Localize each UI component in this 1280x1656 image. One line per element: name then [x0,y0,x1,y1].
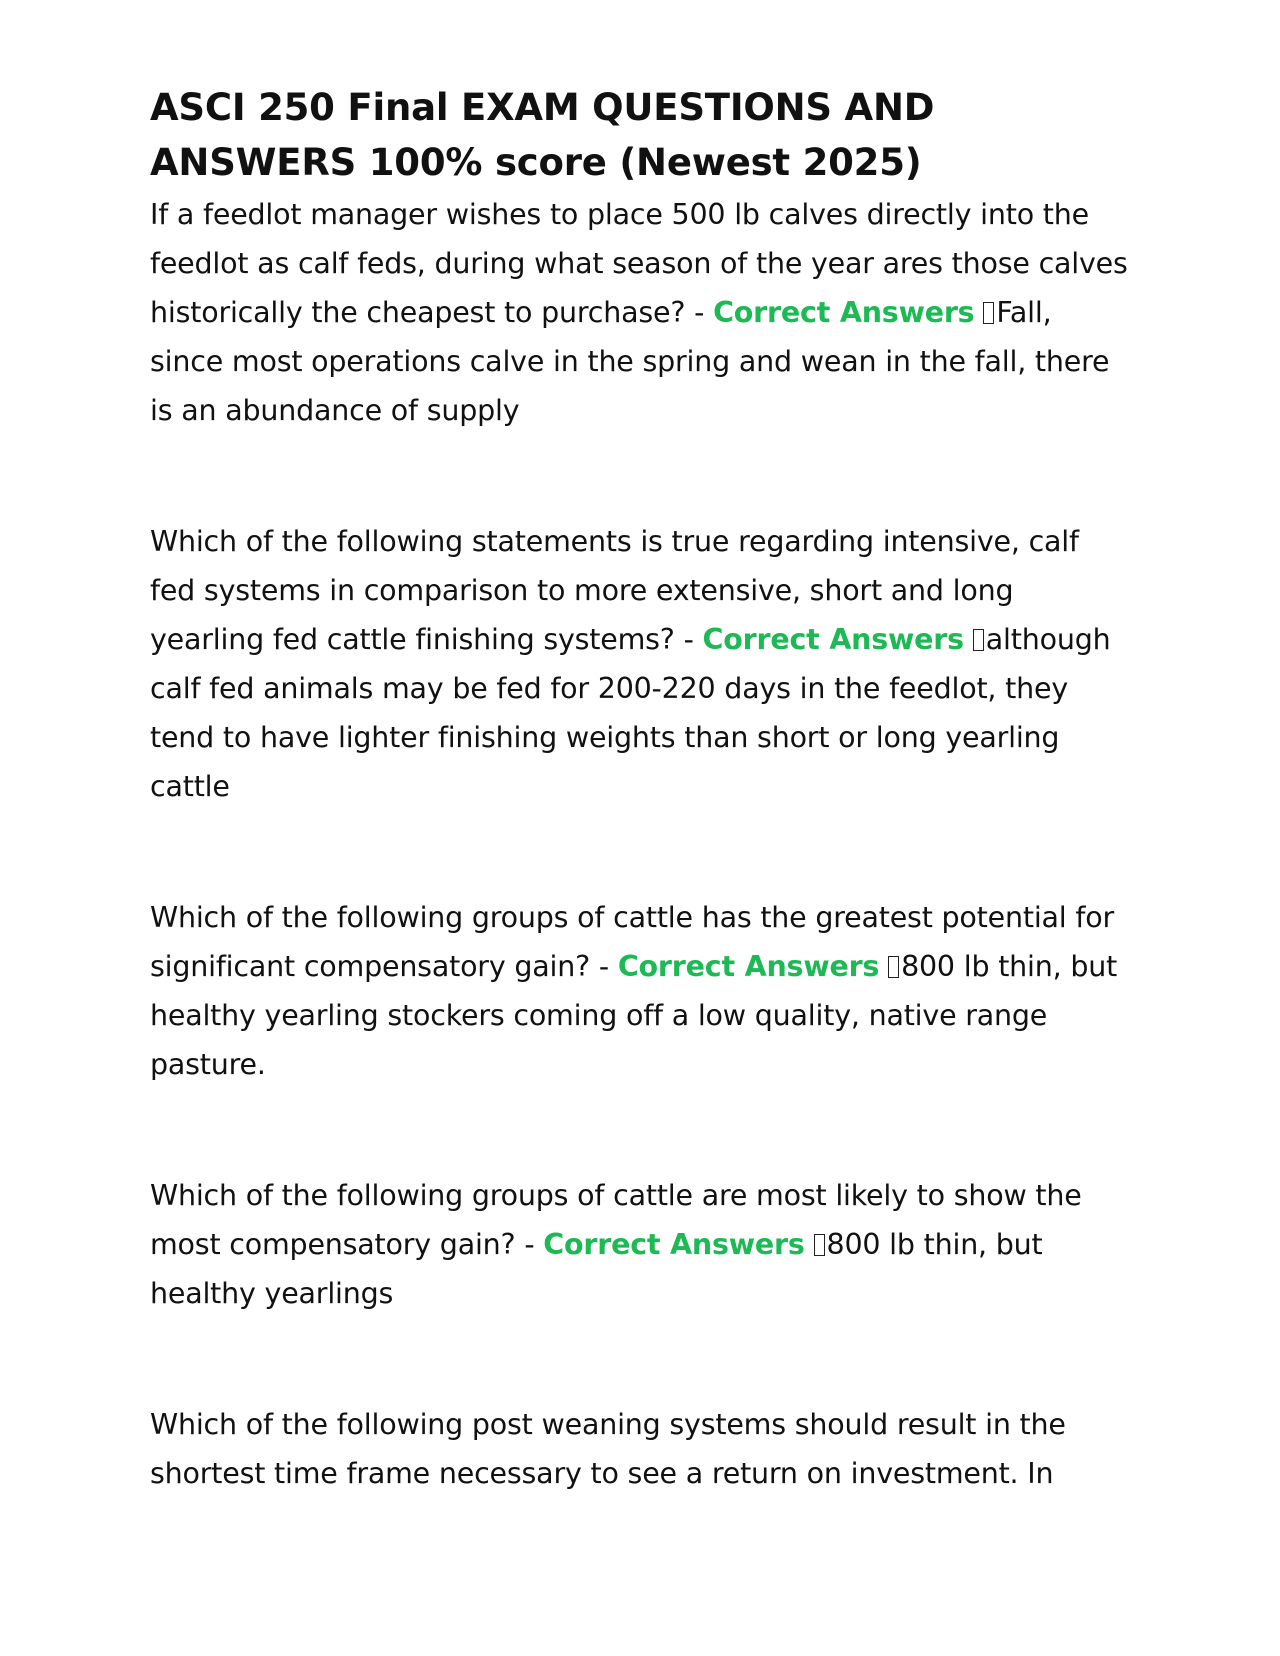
question-text: If a feedlot manager wishes to place 500 lb calves directly into the feedlot as calf feds, during what season of the year ares those calves historically the cheapest to purchase? [150,198,1128,329]
qa-item [150,190,1130,435]
missing-glyph-icon [888,956,899,978]
correct-answers-label: Correct Answers [543,1228,805,1261]
question-text: Which of the following post weaning systems should result in the shortest time frame necessary to see a return on investment. In [150,1408,1066,1490]
answer-text: Fall, since most operations calve in the spring and wean in the fall, there is an abundance of supply [150,296,1110,427]
answer-text: 800 lb thin, but healthy yearlings [150,1228,1043,1310]
question-text: Which of the following groups of cattle are most likely to show the most compensatory gain? [150,1179,1082,1261]
missing-glyph-icon [814,1234,825,1256]
separator: - [674,623,703,656]
correct-answers-label: Correct Answers [713,296,975,329]
answer-text: 800 lb thin, but healthy yearling stockers coming off a low quality, native range pasture. [150,950,1118,1081]
question-text: Which of the following groups of cattle has the greatest potential for significant compensatory gain? [150,901,1114,983]
qa-item [150,1400,1130,1498]
question-text: Which of the following statements is true regarding intensive, calf fed systems in comparison to more extensive, short and long yearling fed cattle finishing systems? [150,525,1079,656]
correct-answers-label: Correct Answers [617,950,880,983]
separator: - [515,1228,544,1261]
correct-answers-label: Correct Answers [702,623,964,656]
document-title: ASCI 250 Final EXAM QUESTIONS AND ANSWERS 100% score (Newest 2025) [150,86,935,184]
qa-item [150,517,1130,811]
separator: - [590,950,618,983]
qa-item [150,1171,1130,1318]
qa-item [150,893,1130,1089]
separator: - [685,296,714,329]
missing-glyph-icon [973,629,984,651]
missing-glyph-icon [983,302,994,324]
answer-text: although calf fed animals may be fed for 200-220 days in the feedlot, they tend to have lighter finishing weights than short or long yearling cattle [150,623,1111,803]
